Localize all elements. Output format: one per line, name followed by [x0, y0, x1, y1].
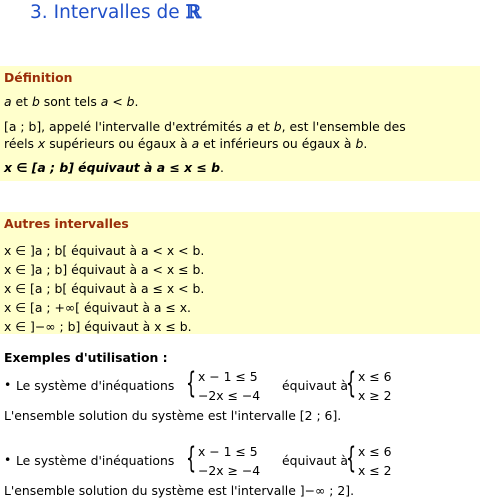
- left-brace: {: [186, 441, 197, 475]
- example-1-sys1-line1: x − 1 ≤ 5: [198, 369, 258, 384]
- example-2-conclusion: L'ensemble solution du système est l'intervalle ]−∞ ; 2].: [4, 483, 355, 498]
- example-1-sys2-line2: x ≥ 2: [358, 388, 392, 403]
- example-1-equiv: équivaut à: [282, 378, 348, 393]
- example-1-sys1-line2: −2x ≤ −4: [198, 388, 261, 403]
- definition-line-1: a et b sont tels a < b.: [4, 94, 139, 109]
- interval-line-2: x ∈ ]a ; b] équivaut à a < x ≤ b.: [4, 262, 205, 277]
- left-brace: {: [346, 441, 357, 475]
- example-2-sys1-line2: −2x ≥ −4: [198, 463, 261, 478]
- example-2-sys2-line2: x ≤ 2: [358, 463, 392, 478]
- other-intervals-box: [0, 212, 480, 334]
- section-number: 3.: [30, 2, 48, 23]
- example-2-intro: Le système d'inéquations: [16, 453, 175, 468]
- example-2-equiv: équivaut à: [282, 453, 348, 468]
- interval-line-5: x ∈ ]−∞ ; b] équivaut à x ≤ b.: [4, 319, 192, 334]
- example-2-sys1-line1: x − 1 ≤ 5: [198, 444, 258, 459]
- section-title: Intervalles de: [53, 2, 180, 23]
- definition-box: [0, 66, 480, 181]
- left-brace: {: [346, 366, 357, 400]
- definition-line-3: réels x supérieurs ou égaux à a et inférieurs ou égaux à b.: [4, 136, 368, 151]
- definition-line-2: [a ; b], appelé l'intervalle d'extrémités a et b, est l'ensemble des: [4, 119, 406, 134]
- example-2-sys2-line1: x ≤ 6: [358, 444, 392, 459]
- bullet: •: [4, 452, 12, 467]
- definition-line-4: x ∈ [a ; b] équivaut à a ≤ x ≤ b.: [4, 160, 224, 175]
- interval-line-4: x ∈ [a ; +∞[ équivaut à a ≤ x.: [4, 300, 191, 315]
- example-1-intro: Le système d'inéquations: [16, 378, 175, 393]
- definition-title: Définition: [4, 70, 73, 85]
- real-numbers-symbol: ℝ: [185, 2, 201, 23]
- example-1-sys2-line1: x ≤ 6: [358, 369, 392, 384]
- example-1-conclusion: L'ensemble solution du système est l'intervalle [2 ; 6].: [4, 408, 342, 423]
- left-brace: {: [186, 366, 197, 400]
- interval-line-1: x ∈ ]a ; b[ équivaut à a < x < b.: [4, 243, 205, 258]
- interval-line-3: x ∈ [a ; b[ équivaut à a ≤ x < b.: [4, 281, 205, 296]
- section-heading: [30, 2, 201, 23]
- bullet: •: [4, 377, 12, 392]
- other-intervals-title: Autres intervalles: [4, 216, 129, 231]
- examples-title: Exemples d'utilisation :: [4, 350, 168, 365]
